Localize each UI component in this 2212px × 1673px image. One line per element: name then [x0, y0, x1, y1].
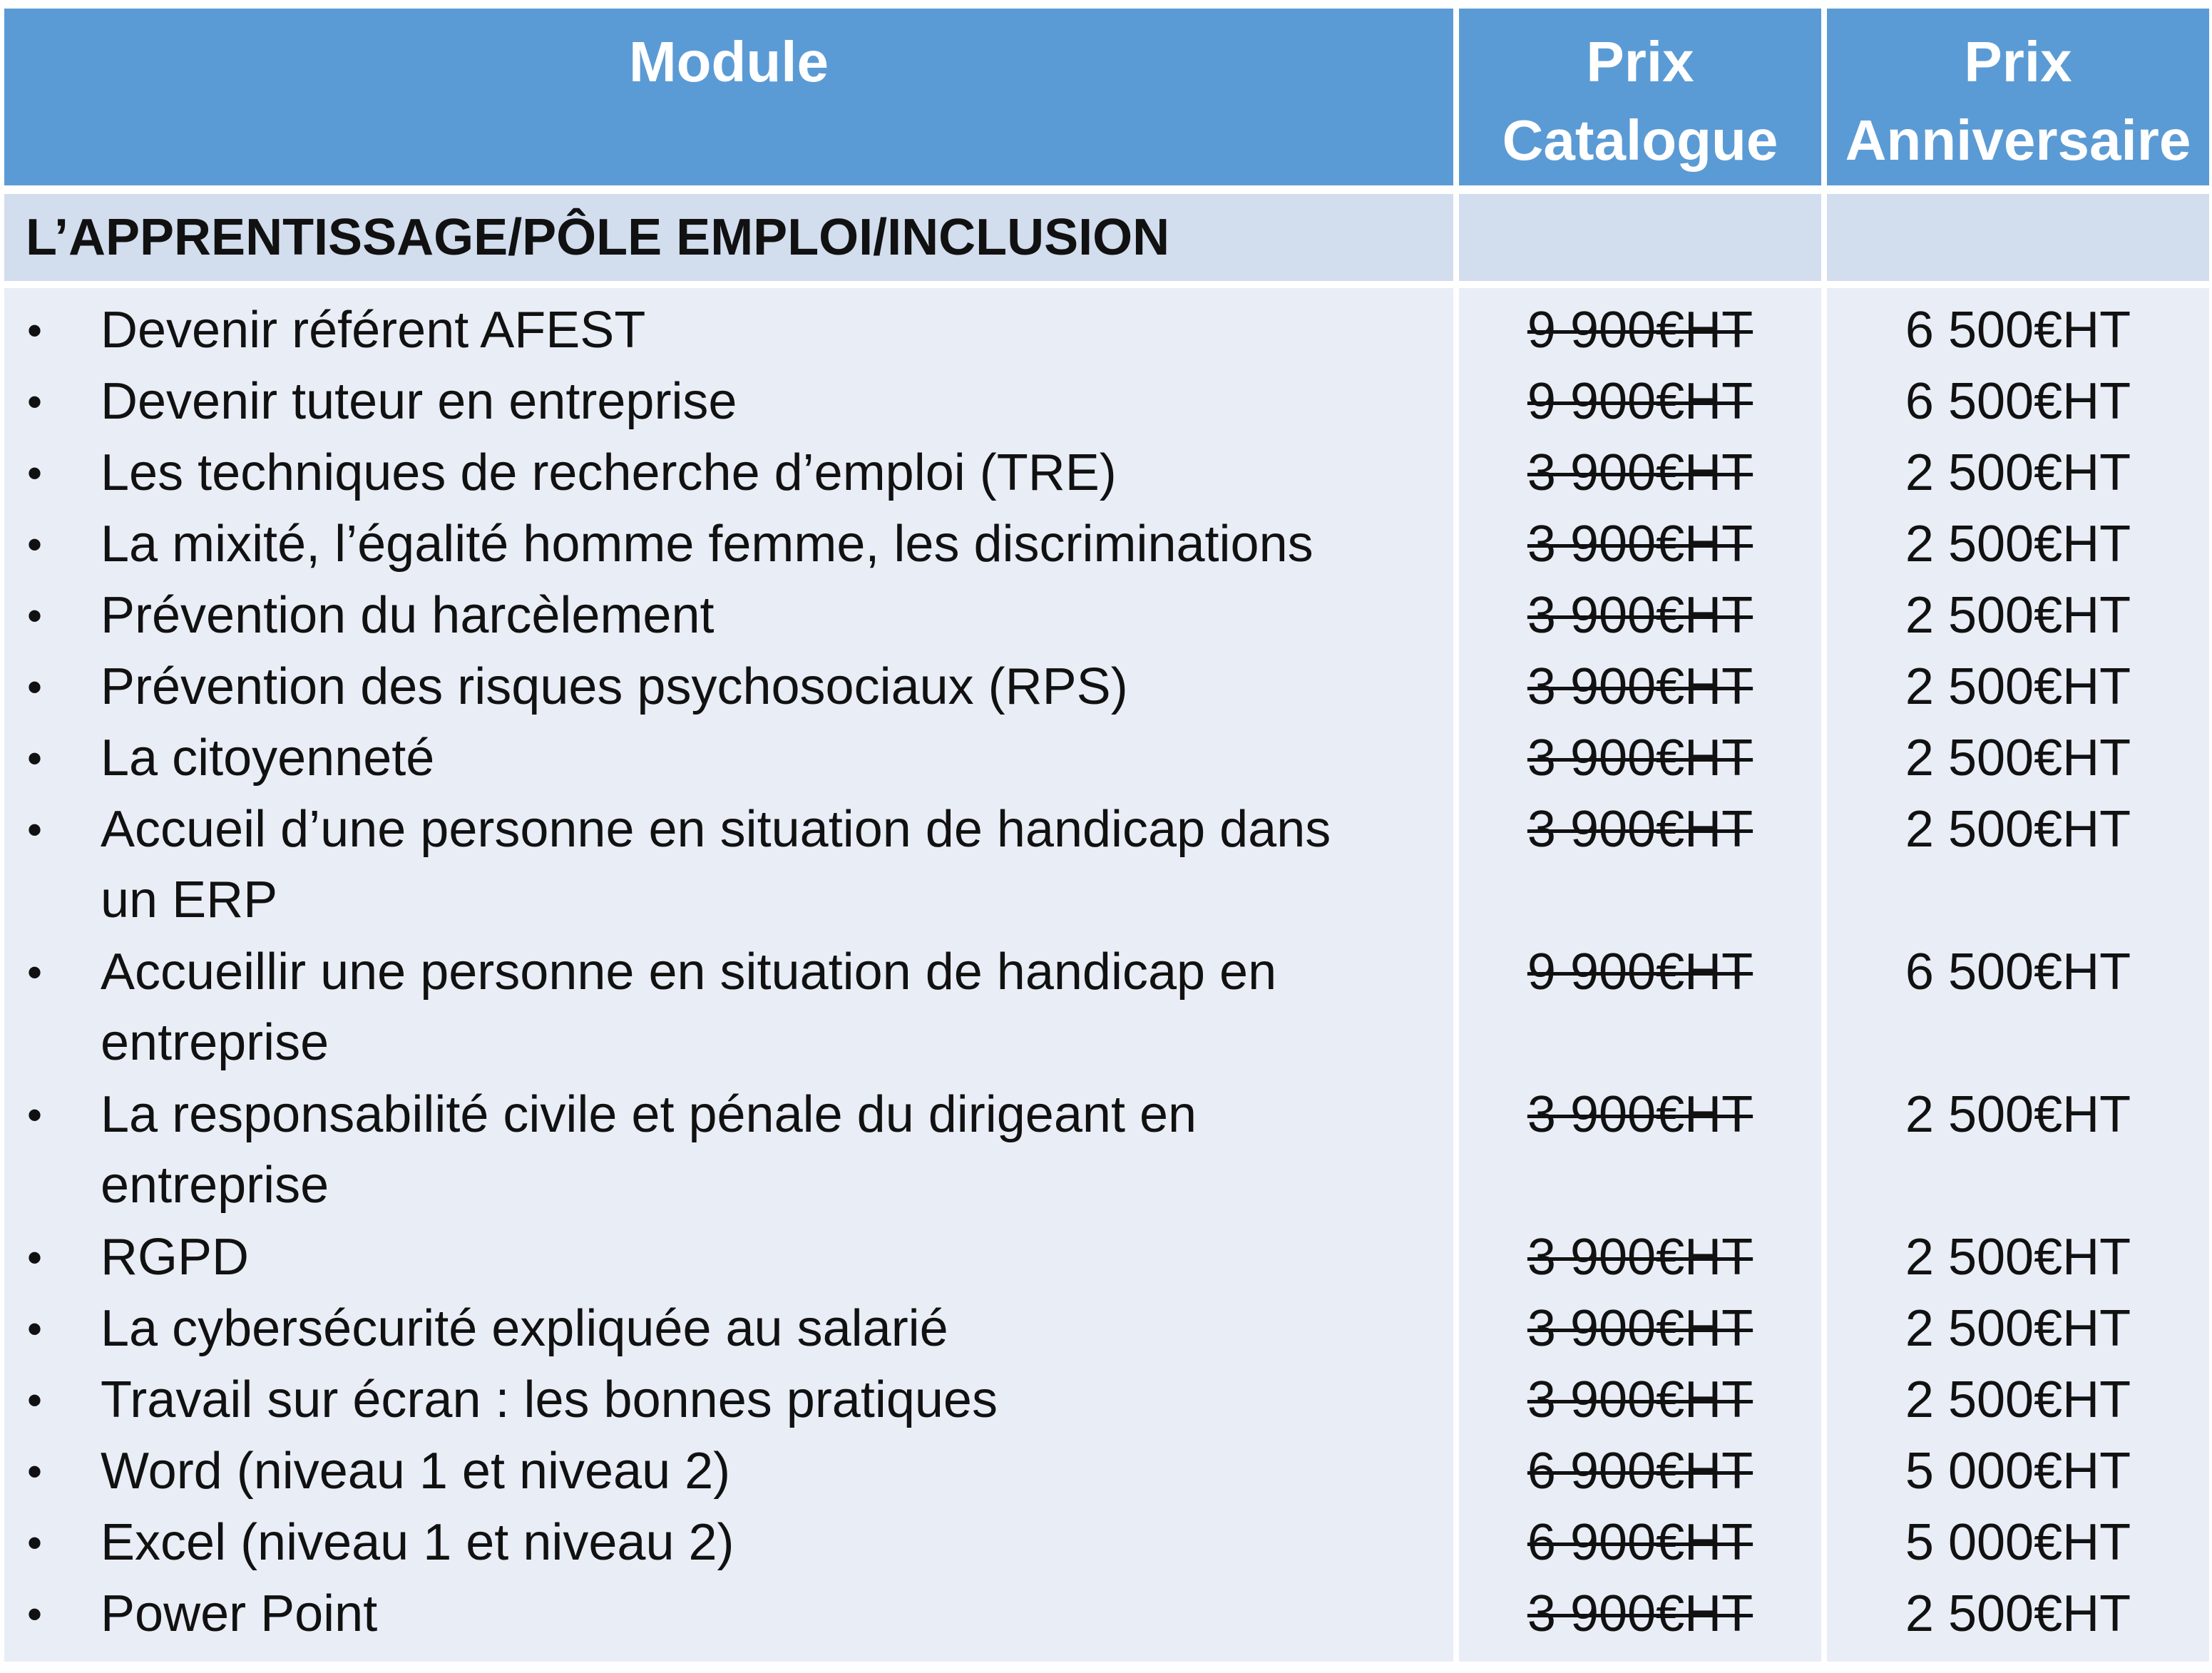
- module-name: Power Point: [101, 1585, 378, 1642]
- table-row: [4, 1508, 2209, 1579]
- table-row: [4, 367, 2209, 438]
- bullet-icon: •: [27, 378, 43, 426]
- table-row: [4, 509, 2209, 580]
- module-name: La mixité, l’égalité homme femme, les discriminations: [101, 516, 1314, 573]
- catalogue-price: 3 900€HT: [1527, 730, 1753, 787]
- catalogue-price: 3 900€HT: [1527, 1086, 1753, 1143]
- module-name: La citoyenneté: [101, 730, 435, 787]
- catalogue-price: 3 900€HT: [1527, 1371, 1753, 1428]
- catalogue-price: 3 900€HT: [1527, 516, 1753, 573]
- catalogue-price: 6 900€HT: [1527, 1443, 1753, 1500]
- header-anniversary-price: [1827, 9, 2209, 185]
- section-anniversary-empty: [1827, 194, 2209, 281]
- bullet-icon: •: [27, 948, 43, 996]
- catalogue-price: 9 900€HT: [1527, 943, 1753, 1001]
- section-title: L’APPRENTISSAGE/PÔLE EMPLOI/INCLUSION: [4, 194, 1453, 281]
- header-catalogue-line1: Prix: [1586, 30, 1694, 93]
- anniversary-price: 6 500€HT: [1905, 373, 2131, 430]
- bullet-icon: •: [27, 735, 43, 782]
- module-name: Devenir référent AFEST: [101, 302, 646, 359]
- anniversary-price: 2 500€HT: [1905, 801, 2131, 858]
- catalogue-price: 9 900€HT: [1527, 373, 1753, 430]
- table-row: [4, 1080, 2209, 1222]
- catalogue-price: 3 900€HT: [1527, 658, 1753, 715]
- bullet-icon: •: [27, 449, 43, 497]
- header-anniversary-line2: Anniversaire: [1845, 108, 2191, 172]
- module-name: Devenir tuteur en entreprise: [101, 373, 737, 430]
- anniversary-price: 2 500€HT: [1905, 1300, 2131, 1357]
- bullet-icon: •: [27, 521, 43, 568]
- section-catalogue-empty: [1459, 194, 1821, 281]
- catalogue-price: 3 900€HT: [1527, 1229, 1753, 1286]
- bullet-icon: •: [27, 1519, 43, 1567]
- anniversary-price: 6 500€HT: [1905, 943, 2131, 1001]
- module-name: La responsabilité civile et pénale du dirigeant en entreprise: [101, 1086, 1197, 1214]
- table-row: [4, 937, 2209, 1080]
- table-row: [4, 652, 2209, 723]
- anniversary-price: 2 500€HT: [1905, 444, 2131, 501]
- bullet-icon: •: [27, 1305, 43, 1353]
- anniversary-price: 2 500€HT: [1905, 1229, 2131, 1286]
- table-row: [4, 1436, 2209, 1508]
- module-name: Prévention des risques psychosociaux (RPS): [101, 658, 1128, 715]
- header-catalogue-line2: Catalogue: [1502, 108, 1778, 172]
- anniversary-price: 2 500€HT: [1905, 658, 2131, 715]
- table-row: [4, 1222, 2209, 1294]
- anniversary-price: 5 000€HT: [1905, 1514, 2131, 1571]
- catalogue-price: 3 900€HT: [1527, 587, 1753, 644]
- module-name: Accueil d’une personne en situation de handicap dans un ERP: [101, 801, 1331, 928]
- table-row: [4, 1294, 2209, 1365]
- bullet-icon: •: [27, 592, 43, 640]
- catalogue-price: 3 900€HT: [1527, 444, 1753, 501]
- catalogue-price: 3 900€HT: [1527, 801, 1753, 858]
- module-name: Accueillir une personne en situation de handicap en entreprise: [101, 943, 1277, 1071]
- anniversary-price: 5 000€HT: [1905, 1443, 2131, 1500]
- module-name: Excel (niveau 1 et niveau 2): [101, 1514, 734, 1571]
- table-row: [4, 723, 2209, 794]
- bullet-icon: •: [27, 1091, 43, 1139]
- module-name: Word (niveau 1 et niveau 2): [101, 1443, 731, 1500]
- catalogue-price: 9 900€HT: [1527, 302, 1753, 359]
- catalogue-price: 3 900€HT: [1527, 1300, 1753, 1357]
- table-row: [4, 1579, 2209, 1650]
- header-anniversary-line1: Prix: [1964, 30, 2072, 93]
- catalogue-price: 3 900€HT: [1527, 1585, 1753, 1642]
- anniversary-price: 6 500€HT: [1905, 302, 2131, 359]
- header-catalogue-price: [1459, 9, 1821, 185]
- table-row: [4, 1365, 2209, 1436]
- bullet-icon: •: [27, 1590, 43, 1638]
- header-module: [4, 9, 1453, 185]
- bullet-icon: •: [27, 307, 43, 354]
- table-row: [4, 794, 2209, 937]
- bullet-icon: •: [27, 1376, 43, 1424]
- anniversary-price: 2 500€HT: [1905, 516, 2131, 573]
- bullet-icon: •: [27, 1448, 43, 1495]
- anniversary-price: 2 500€HT: [1905, 1371, 2131, 1428]
- bullet-icon: •: [27, 806, 43, 854]
- catalogue-price: 6 900€HT: [1527, 1514, 1753, 1571]
- anniversary-price: 2 500€HT: [1905, 730, 2131, 787]
- anniversary-price: 2 500€HT: [1905, 587, 2131, 644]
- module-name: Prévention du harcèlement: [101, 587, 715, 644]
- module-name: Les techniques de recherche d’emploi (TRE): [101, 444, 1117, 501]
- bullet-icon: •: [27, 1234, 43, 1281]
- table-row: [4, 295, 2209, 367]
- table-row: [4, 580, 2209, 652]
- anniversary-price: 2 500€HT: [1905, 1585, 2131, 1642]
- price-table: [4, 9, 2209, 1662]
- module-name: La cybersécurité expliquée au salarié: [101, 1300, 948, 1357]
- table-row: [4, 438, 2209, 509]
- module-name: RGPD: [101, 1229, 250, 1286]
- module-name: Travail sur écran : les bonnes pratiques: [101, 1371, 998, 1428]
- bullet-icon: •: [27, 663, 43, 711]
- anniversary-price: 2 500€HT: [1905, 1086, 2131, 1143]
- header-module-label: Module: [629, 30, 829, 93]
